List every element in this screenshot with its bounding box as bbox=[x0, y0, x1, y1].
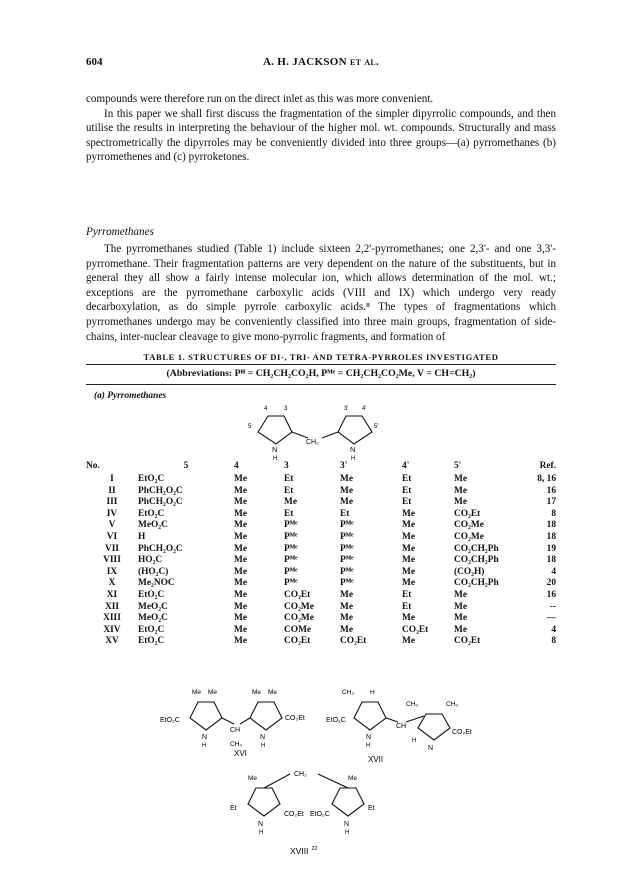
page-number: 604 bbox=[86, 56, 103, 68]
struct-label: N bbox=[428, 745, 434, 752]
table-cell: VI bbox=[106, 531, 118, 542]
table-row bbox=[86, 636, 556, 648]
table-row bbox=[86, 520, 556, 532]
struct-label: Me bbox=[268, 689, 278, 696]
table-cell: Me bbox=[340, 613, 354, 624]
table-cell: Me bbox=[234, 497, 248, 508]
struct-label: N bbox=[272, 445, 278, 454]
table-body bbox=[86, 474, 556, 648]
table-cell: Me bbox=[234, 578, 248, 589]
struct-label: CH₂ bbox=[306, 439, 319, 446]
struct-label: Me bbox=[348, 775, 358, 782]
table-cell: H bbox=[138, 531, 146, 542]
table-cell: CO₂Et bbox=[284, 636, 311, 647]
table-cell: EtO₂C bbox=[138, 624, 165, 635]
table-cell: Me bbox=[340, 497, 354, 508]
table-cell: 19 bbox=[546, 543, 556, 554]
running-header bbox=[86, 56, 556, 74]
struct-label: N bbox=[260, 734, 266, 741]
struct-label: EtO₂C bbox=[326, 717, 346, 724]
table-cell: Me bbox=[284, 497, 298, 508]
struct-label: CO₂Et bbox=[452, 729, 472, 736]
table-cell: 8, 16 bbox=[537, 474, 556, 484]
table-cell: Me bbox=[402, 613, 416, 624]
table-cell: III bbox=[106, 497, 118, 508]
struct-label: CH bbox=[230, 727, 241, 734]
table-cell: Me bbox=[402, 555, 416, 566]
table-cell: PhCH₂O₂C bbox=[138, 485, 183, 496]
table-rule-top bbox=[86, 364, 556, 365]
table-row bbox=[86, 474, 556, 486]
table-title: TABLE 1. STRUCTURES OF DI-, TRI- AND TETRA-PYRROLES INVESTIGATED bbox=[143, 352, 499, 362]
pyrrole-ring bbox=[250, 702, 282, 730]
table-cell: Me bbox=[340, 474, 354, 484]
table-cell: Pᴹᵉ bbox=[284, 543, 298, 554]
pyrrole-ring bbox=[190, 702, 222, 730]
structure-caption: XVII bbox=[368, 755, 384, 764]
table-cell: Me bbox=[340, 624, 354, 635]
bond bbox=[318, 774, 348, 788]
bond bbox=[222, 718, 234, 724]
table-cell: Me bbox=[454, 613, 468, 624]
table-cell: Me bbox=[234, 474, 248, 484]
table-cell: CO₂Me bbox=[284, 613, 314, 624]
pyrrole-ring bbox=[418, 714, 450, 740]
table-cell: CO₂Et bbox=[340, 636, 367, 647]
table-cell: 8 bbox=[551, 508, 556, 519]
struct-label: N bbox=[202, 734, 208, 741]
table-cell: Pᴹᵉ bbox=[340, 543, 354, 554]
struct-label: H bbox=[345, 830, 350, 836]
struct-label: N bbox=[350, 445, 356, 454]
struct-label: H bbox=[202, 743, 207, 749]
table-row bbox=[86, 567, 556, 579]
table-cell: Pᴹᵉ bbox=[340, 520, 354, 531]
table-cell: 18 bbox=[546, 555, 556, 566]
table-cell: CO₂Et bbox=[284, 589, 311, 600]
pyrrole-ring-right bbox=[338, 416, 372, 444]
table-cell: Me bbox=[402, 520, 416, 531]
table-cell: Pᴹᵉ bbox=[284, 520, 298, 531]
column-header: 5 bbox=[183, 461, 189, 472]
table-subheading-text: (a) Pyrromethanes bbox=[94, 391, 167, 401]
struct-label: Et bbox=[230, 805, 237, 812]
table-cell: CO₂Et bbox=[402, 624, 429, 635]
struct-label: CH bbox=[396, 723, 407, 730]
table-cell: Me bbox=[454, 485, 468, 496]
table-cell: 8 bbox=[551, 636, 556, 647]
table-cell: Et bbox=[284, 474, 294, 484]
struct-label: 4' bbox=[362, 406, 367, 412]
table-cell: 18 bbox=[546, 531, 556, 542]
column-header: No. bbox=[86, 461, 100, 472]
table-cell: Et bbox=[284, 485, 294, 496]
struct-label: 4 bbox=[264, 406, 268, 412]
table-rule-mid bbox=[86, 384, 556, 385]
struct-label: CH₃ bbox=[406, 701, 419, 708]
table-cell: Et bbox=[402, 485, 412, 496]
table-cell: Et bbox=[402, 497, 412, 508]
table-cell: 4 bbox=[551, 624, 556, 635]
table-cell: Pᴹᵉ bbox=[284, 531, 298, 542]
pyrromethane-table bbox=[86, 460, 556, 648]
table-row bbox=[86, 590, 556, 602]
table-cell: Pᴹᵉ bbox=[340, 555, 354, 566]
table-cell: CO₂CH₂Ph bbox=[454, 578, 499, 589]
intro-text bbox=[86, 92, 556, 165]
table-cell: Me bbox=[402, 566, 416, 577]
table-cell: Me bbox=[340, 485, 354, 496]
struct-label: Me bbox=[208, 689, 218, 696]
table-cell: HO₂C bbox=[138, 555, 163, 566]
struct-label: EtO₂C bbox=[160, 717, 180, 724]
table-cell: EtO₂C bbox=[138, 474, 165, 484]
table-cell: Me bbox=[234, 555, 248, 566]
bond bbox=[264, 774, 290, 788]
table-cell: CO₂CH₂Ph bbox=[454, 543, 499, 554]
structure-caption: XVI bbox=[234, 749, 247, 756]
table-row bbox=[86, 578, 556, 590]
bridge-bond-right bbox=[322, 432, 338, 438]
struct-label: H bbox=[412, 738, 417, 744]
structure-xvi bbox=[150, 684, 320, 756]
table-cell: Pᴹᵉ bbox=[284, 566, 298, 577]
paragraph-3: The pyrromethanes studied (Table 1) include sixteen 2,2'-pyrromethanes; one 2,3'- and one 3,3'-pyrromethane. Their fragmentation patterns are very dependent on the nature of the substituents, but in general they all show a fairly intense molecular ion, which allows determination of the mol. wt.; exceptions are the pyrromethane carboxylic acids (VIII and IX) which undergo very ready decarboxylation, as do simple pyrrole carboxylic acids.⁸ The types of fragmentations which pyrromethanes undergo may be conveniently classified into three main groups, fragmentation of side-chains, inter-nuclear cleavage to give mono-pyrrolic fragments, and formation of bbox=[86, 243, 556, 343]
paragraph-1: compounds were therefore run on the direct inlet as this was more convenient. bbox=[86, 93, 434, 105]
structure-caption-ref: 22 bbox=[311, 846, 318, 852]
struct-label: CH₃ bbox=[446, 701, 459, 708]
table-abbreviations: (Abbreviations: Pᴴ = CH₂CH₂CO₂H, Pᴹᵉ = CH₂CH₂CO₂Me, V = CH=CH₂) bbox=[166, 368, 476, 379]
table-cell: Me bbox=[454, 589, 468, 600]
table-row bbox=[86, 532, 556, 544]
struct-label: 3 bbox=[284, 406, 288, 412]
pyrrole-ring bbox=[354, 702, 386, 730]
struct-label: EtO₂C bbox=[310, 811, 330, 818]
table-cell: 18 bbox=[546, 520, 556, 531]
struct-label: CO₂Et bbox=[285, 715, 305, 722]
structure-xviii bbox=[222, 760, 392, 868]
table-cell: Et bbox=[402, 589, 412, 600]
struct-label: Me bbox=[248, 775, 258, 782]
table-row bbox=[86, 602, 556, 614]
table-cell: IX bbox=[106, 566, 118, 577]
table-cell: Me bbox=[402, 636, 416, 647]
struct-label: N bbox=[258, 821, 264, 828]
struct-label: H bbox=[273, 456, 278, 460]
structure-caption-text: XVIII bbox=[290, 846, 309, 856]
column-header: 4' bbox=[402, 461, 410, 472]
table-cell: Et bbox=[340, 508, 350, 519]
structure-xvii bbox=[326, 684, 486, 768]
table-cell: VIII bbox=[103, 555, 121, 566]
table-cell: Me bbox=[234, 636, 248, 647]
table-cell: CO₂Et bbox=[454, 636, 481, 647]
table-cell: EtO₂C bbox=[138, 589, 165, 600]
table-cell: Pᴹᵉ bbox=[340, 531, 354, 542]
table-cell: Me bbox=[402, 578, 416, 589]
table-cell: MeO₂C bbox=[138, 601, 168, 612]
table-cell: (CO₂H) bbox=[454, 566, 485, 577]
table-cell: 17 bbox=[546, 497, 556, 508]
table-cell: Me bbox=[234, 485, 248, 496]
table-cell: 16 bbox=[546, 589, 556, 600]
table-cell: Et bbox=[284, 508, 294, 519]
table-cell: CO₂Me bbox=[454, 520, 484, 531]
table-cell: Me bbox=[234, 508, 248, 519]
table-cell: I bbox=[110, 474, 114, 484]
table-row bbox=[86, 544, 556, 556]
table-cell: (HO₂C) bbox=[138, 566, 169, 577]
table-subheading bbox=[94, 391, 166, 401]
column-header: 5' bbox=[454, 461, 462, 472]
pyrromethane-structure bbox=[240, 398, 400, 460]
struct-label: Me bbox=[252, 689, 262, 696]
table-cell: CO₂Et bbox=[454, 508, 481, 519]
table-cell: Pᴹᵉ bbox=[284, 578, 298, 589]
struct-label: CO₂Et bbox=[284, 811, 304, 818]
pyrrole-ring bbox=[332, 788, 364, 816]
struct-label: H bbox=[351, 456, 356, 460]
table-row bbox=[86, 555, 556, 567]
struct-label: N bbox=[344, 821, 350, 828]
table-cell: Pᴹᵉ bbox=[340, 578, 354, 589]
table-cell: Pᴹᵉ bbox=[340, 566, 354, 577]
table-cell: -- bbox=[549, 601, 556, 612]
struct-label: H bbox=[261, 743, 266, 749]
struct-label: H bbox=[370, 689, 375, 696]
table-cell: PhCH₂O₂C bbox=[138, 497, 183, 508]
table-cell: MeO₂C bbox=[138, 613, 168, 624]
struct-label: H bbox=[259, 830, 264, 836]
table-cell: XII bbox=[104, 601, 120, 612]
table-row bbox=[86, 497, 556, 509]
table-cell: Me bbox=[234, 613, 248, 624]
table-cell: Me bbox=[340, 589, 354, 600]
pyrrole-ring bbox=[248, 788, 280, 816]
table-cell: EtO₂C bbox=[138, 636, 165, 647]
table-header-row bbox=[86, 460, 556, 474]
section-text bbox=[86, 242, 556, 344]
table-cell: Me₂NOC bbox=[138, 578, 175, 589]
struct-label: CH₃ bbox=[342, 689, 355, 696]
pyrrole-ring-left bbox=[258, 416, 292, 444]
struct-label: N bbox=[366, 734, 372, 741]
struct-label: 5' bbox=[374, 424, 379, 430]
table-cell: Pᴹᵉ bbox=[284, 555, 298, 566]
table-cell: 4 bbox=[551, 566, 556, 577]
table-cell: Me bbox=[234, 601, 248, 612]
bond bbox=[240, 718, 250, 724]
table-row bbox=[86, 486, 556, 498]
table-cell: CO₂Me bbox=[454, 531, 484, 542]
struct-label: Et bbox=[368, 805, 375, 812]
paragraph-2: In this paper we shall first discuss the fragmentation of the simpler dipyrrolic compounds, and then utilise the results in interpreting the behaviour of the higher mol. wt. compounds. Structurally and mass spectrometrically the dipyrroles may be conveniently divided into three groups—(a) pyrromethanes (b) pyrromethenes and (c) pyrroketones. bbox=[86, 107, 556, 164]
table-cell: Me bbox=[340, 601, 354, 612]
bond bbox=[386, 718, 398, 722]
table-cell: Me bbox=[234, 543, 248, 554]
table-cell: Me bbox=[402, 543, 416, 554]
bond bbox=[406, 716, 424, 722]
table-cell: Me bbox=[402, 531, 416, 542]
structure-caption bbox=[290, 846, 318, 856]
table-cell: Me bbox=[234, 520, 248, 531]
table-cell: XIII bbox=[103, 613, 121, 624]
struct-label: CH₂ bbox=[294, 771, 307, 778]
table-cell: Me bbox=[234, 589, 248, 600]
table-cell: Et bbox=[402, 601, 412, 612]
table-row bbox=[86, 613, 556, 625]
struct-label: 3' bbox=[344, 406, 349, 412]
table-cell: — bbox=[546, 613, 556, 624]
table-cell: COMe bbox=[284, 624, 312, 635]
table-cell: 20 bbox=[546, 578, 556, 589]
table-cell: Me bbox=[454, 601, 468, 612]
table-cell: II bbox=[108, 485, 116, 496]
table-cell: IV bbox=[106, 508, 118, 519]
struct-label: Me bbox=[192, 689, 202, 696]
table-cell: V bbox=[108, 520, 116, 531]
struct-label: 5 bbox=[248, 424, 252, 430]
table-row bbox=[86, 509, 556, 521]
table-cell: VII bbox=[104, 543, 120, 554]
column-header: 3' bbox=[340, 461, 348, 472]
table-cell: XIV bbox=[103, 624, 121, 635]
table-cell: Me bbox=[234, 566, 248, 577]
table-cell: Me bbox=[234, 531, 248, 542]
table-cell: Me bbox=[234, 624, 248, 635]
table-cell: MeO₂C bbox=[138, 520, 168, 531]
table-row bbox=[86, 625, 556, 637]
table-cell: EtO₂C bbox=[138, 508, 165, 519]
struct-label: H bbox=[366, 743, 371, 749]
table-cell: PhCH₂O₂C bbox=[138, 543, 183, 554]
table-cell: Me bbox=[454, 624, 468, 635]
table-cell: XV bbox=[105, 636, 119, 647]
table-cell: CO₂Me bbox=[284, 601, 314, 612]
table-cell: Me bbox=[402, 508, 416, 519]
table-cell: XI bbox=[106, 589, 118, 600]
table-cell: X bbox=[108, 578, 116, 589]
section-heading: Pyrromethanes bbox=[86, 226, 154, 238]
column-header: 4 bbox=[234, 461, 239, 472]
table-cell: 16 bbox=[546, 485, 556, 496]
column-header: Ref. bbox=[539, 461, 556, 472]
column-header: 3 bbox=[284, 461, 289, 472]
bridge-bond-left bbox=[292, 432, 308, 438]
running-author: A. H. JACKSON et al. bbox=[262, 56, 380, 68]
struct-label: CH₃ bbox=[230, 741, 243, 748]
table-cell: Me bbox=[454, 497, 468, 508]
table-cell: Et bbox=[402, 474, 412, 484]
table-cell: Me bbox=[454, 474, 468, 484]
table-cell: CO₂CH₂Ph bbox=[454, 555, 499, 566]
